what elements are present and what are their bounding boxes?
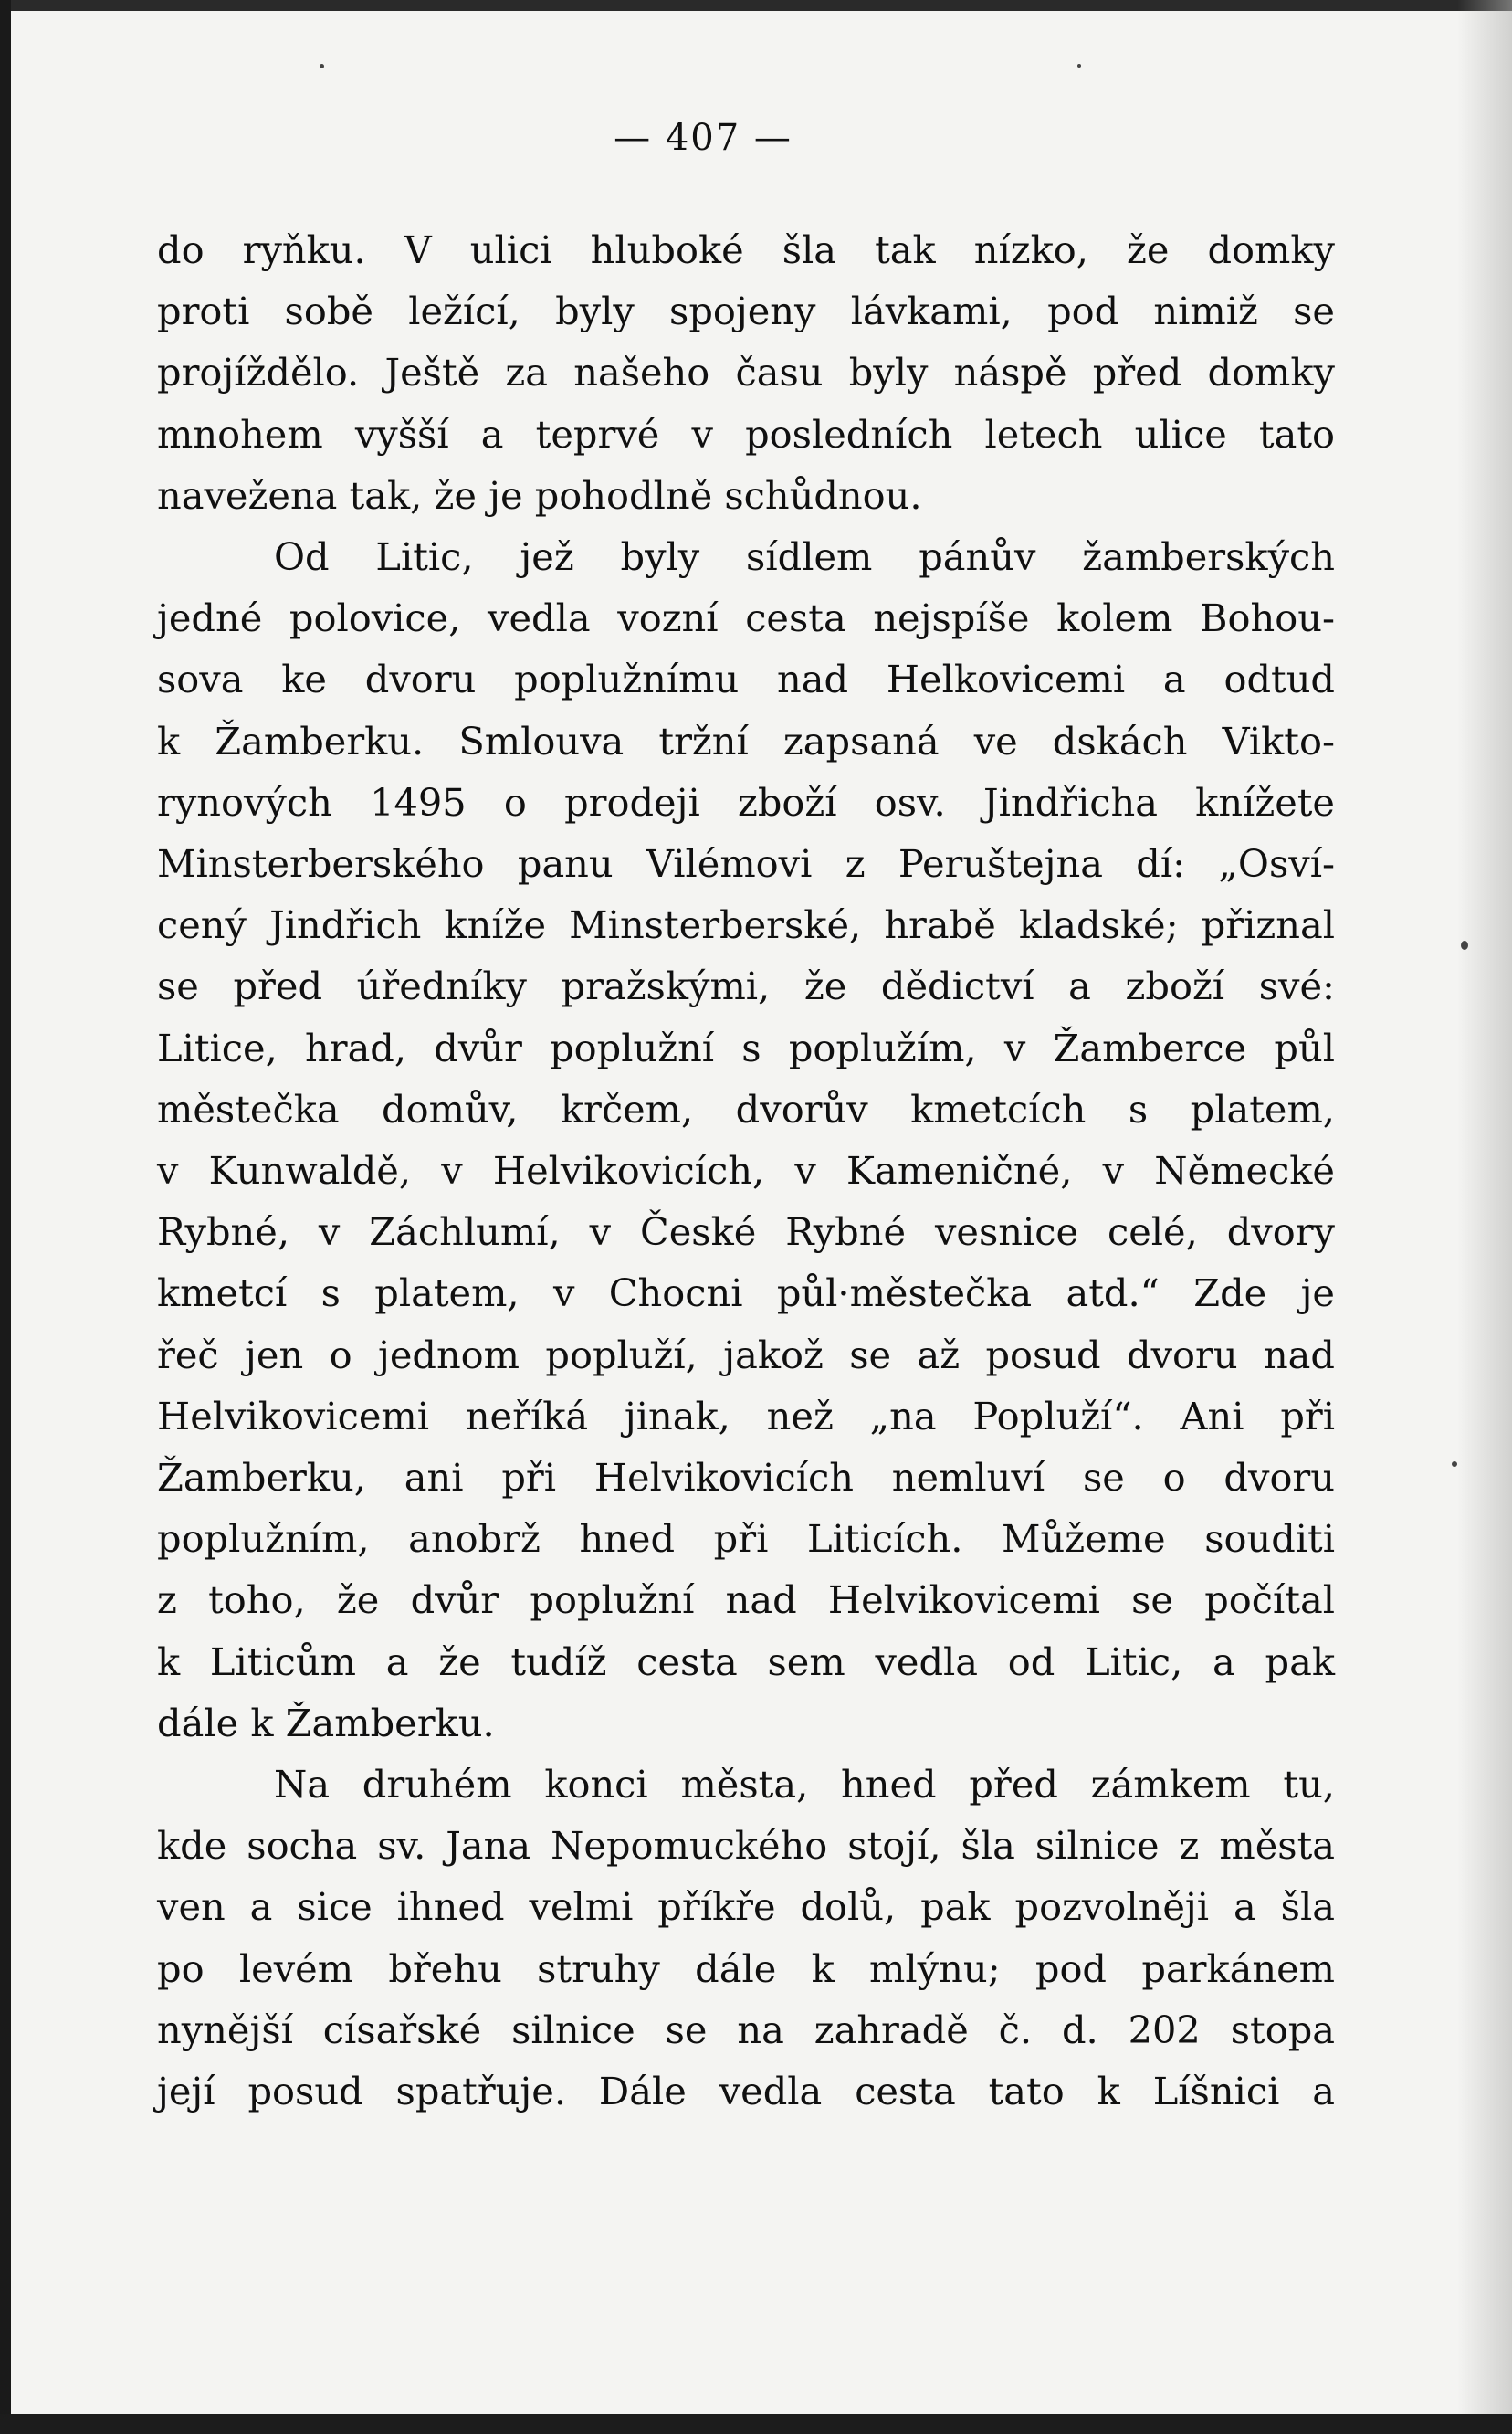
text-line: dále k Žamberku. [157, 1700, 495, 1745]
scan-speck [320, 64, 324, 68]
text-line: poplužním, anobrž hned při Liticích. Můžeme souditi [157, 1516, 1335, 1562]
text-line: rynových 1495 o prodeji zboží osv. Jindřicha knížete [157, 779, 1335, 825]
text-line: navežena tak, že je pohodlně schůdnou. [157, 472, 922, 518]
text-line: z toho, že dvůr poplužní nad Helvikovicemi se počítal [157, 1577, 1335, 1623]
text-line: Žamberku, ani při Helvikovicích nemluví se o dvoru [157, 1455, 1335, 1501]
text-line: jedné polovice, vedla vozní cesta nejspíše kolem Bohou- [157, 595, 1335, 641]
text-line: sova ke dvoru poplužnímu nad Helkovicemi a odtud [157, 657, 1335, 702]
text-line: po levém břehu struhy dále k mlýnu; pod parkánem [157, 1945, 1335, 1991]
scan-speck [1452, 1461, 1457, 1467]
text-line: ven a sice ihned velmi příkře dolů, pak pozvolněji a šla [157, 1884, 1335, 1930]
text-line: Od Litic, jež byly sídlem pánův žamberských [274, 534, 1335, 580]
text-line: do ryňku. V ulici hluboké šla tak nízko, že domky [157, 227, 1335, 272]
scan-edge-right-shade [1457, 0, 1512, 2434]
text-line: Na druhém konci města, hned před zámkem tu, [274, 1762, 1335, 1807]
text-line: cený Jindřich kníže Minsterberské, hrabě kladské; přiznal [157, 902, 1335, 948]
text-line: nynější císařské silnice se na zahradě č. d. 202 stopa [157, 2007, 1335, 2052]
text-line: Litice, hrad, dvůr poplužní s poplužím, v Žamberce půl [157, 1025, 1335, 1070]
text-line: její posud spatřuje. Dále vedla cesta tato k Líšnici a [157, 2069, 1335, 2114]
text-line: kde socha sv. Jana Nepomuckého stojí, šla silnice z města [157, 1823, 1335, 1869]
text-line: v Kunwaldě, v Helvikovicích, v Kameničné, v Německé [157, 1148, 1335, 1194]
text-line: proti sobě ležící, byly spojeny lávkami, pod nimiž se [157, 289, 1335, 334]
text-line: k Liticům a že tudíž cesta sem vedla od Litic, a pak [157, 1638, 1335, 1684]
text-line: projíždělo. Ještě za našeho času byly náspě před domky [157, 350, 1335, 395]
text-line: městečka domův, krčem, dvorův kmetcích s platem, [157, 1086, 1335, 1132]
scan-edge-left [0, 0, 11, 2434]
scan-speck [1461, 941, 1468, 950]
scan-edge-top [0, 0, 1512, 11]
text-line: Rybné, v Záchlumí, v České Rybné vesnice celé, dvory [157, 1209, 1335, 1255]
text-line: se před úředníky pražskými, že dědictví a zboží své: [157, 964, 1335, 1009]
text-line: řeč jen o jednom popluží, jakož se až posud dvoru nad [157, 1332, 1335, 1377]
page-number-header: — 407 — [614, 117, 793, 159]
text-line: mnohem vyšší a teprvé v posledních letech ulice tato [157, 411, 1335, 457]
text-line: Minsterberského panu Vilémovi z Peruštejna dí: „Osví- [157, 841, 1335, 887]
text-line: Helvikovicemi neříká jinak, než „na Popluží“. Ani při [157, 1393, 1335, 1438]
text-line: k Žamberku. Smlouva tržní zapsaná ve dskách Vikto- [157, 718, 1335, 764]
scan-edge-bottom [0, 2414, 1512, 2434]
body-text [157, 219, 1335, 2122]
text-line: kmetcí s platem, v Chocni půl·městečka atd.“ Zde je [157, 1270, 1335, 1316]
scan-speck [1077, 64, 1081, 68]
